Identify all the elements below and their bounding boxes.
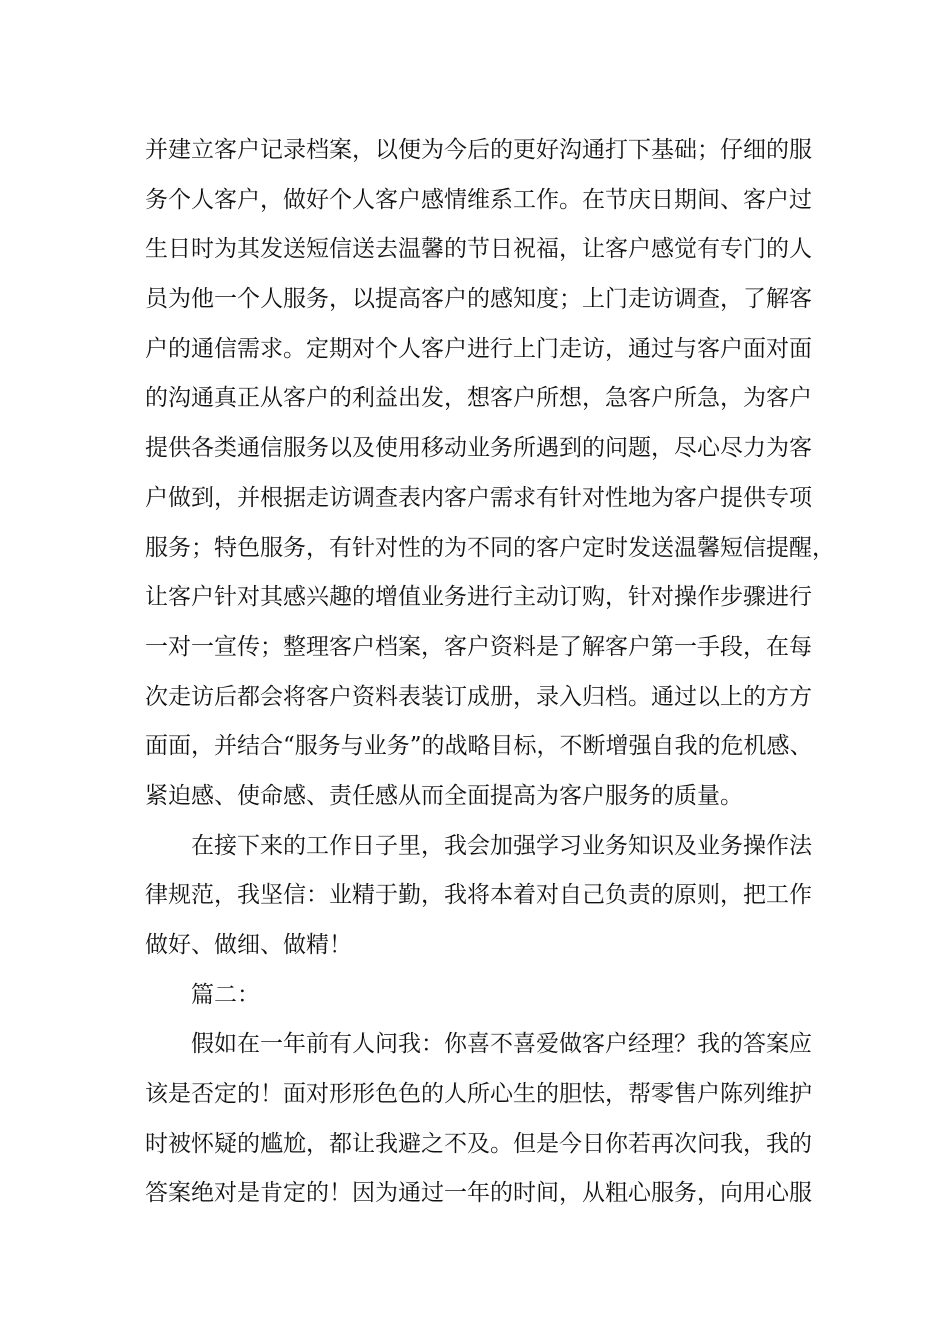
paragraph [145,971,835,1021]
text-line: 时被怀疑的尴尬，都让我避之不及。但是今日你若再次问我，我的 [145,1130,812,1157]
text-line: 的沟通真正从客户的利益出发，想客户所想，急客户所急，为客户 [145,385,812,412]
section-heading: 篇二： [191,981,260,1008]
text-line: 在接下来的工作日子里，我会加强学习业务知识及业务操作法 [191,832,812,859]
text-line: 假如在一年前有人问我：你喜不喜爱做客户经理？我的答案应 [191,1031,812,1058]
text-line: 服务；特色服务，有针对性的为不同的客户定时发送温馨短信提醒， [145,534,835,561]
text-line: 一对一宣传；整理客户档案，客户资料是了解客户第一手段，在每 [145,633,812,660]
text-line: 提供各类通信服务以及使用移动业务所遇到的问题，尽心尽力为客 [145,435,812,462]
text-line: 律规范，我坚信：业精于勤，我将本着对自己负责的原则，把工作 [145,882,812,909]
text-line: 务个人客户，做好个人客户感情维系工作。在节庆日期间、客户过 [145,186,812,213]
text-line: 生日时为其发送短信送去温馨的节日祝福，让客户感觉有专门的人 [145,236,812,263]
paragraph [145,822,835,971]
text-line: 户做到，并根据走访调查表内客户需求有针对性地为客户提供专项 [145,484,812,511]
text-line: 员为他一个人服务，以提高客户的感知度；上门走访调查，了解客 [145,286,812,313]
paragraph [145,1020,835,1219]
document-body [145,126,835,1219]
text-line: 该是否定的！面对形形色色的人所心生的胆怯，帮零售户陈列维护 [145,1081,812,1108]
text-line: 户的通信需求。定期对个人客户进行上门走访，通过与客户面对面 [145,335,812,362]
text-line: 答案绝对是肯定的！因为通过一年的时间，从粗心服务，向用心服 [145,1180,812,1207]
text-line: 次走访后都会将客户资料表装订成册，录入归档。通过以上的方方 [145,683,812,710]
text-line: 做好、做细、做精！ [145,932,352,958]
text-line: 并建立客户记录档案，以便为今后的更好沟通打下基础；仔细的服 [145,137,812,163]
text-line: 面面，并结合“服务与业务”的战略目标，不断增强自我的危机感、 [145,733,813,760]
text-line: 紧迫感、使命感、责任感从而全面提高为客户服务的质量。 [145,782,743,809]
text-line: 让客户针对其感兴趣的增值业务进行主动订购，针对操作步骤进行 [145,584,812,611]
paragraph [145,126,835,822]
